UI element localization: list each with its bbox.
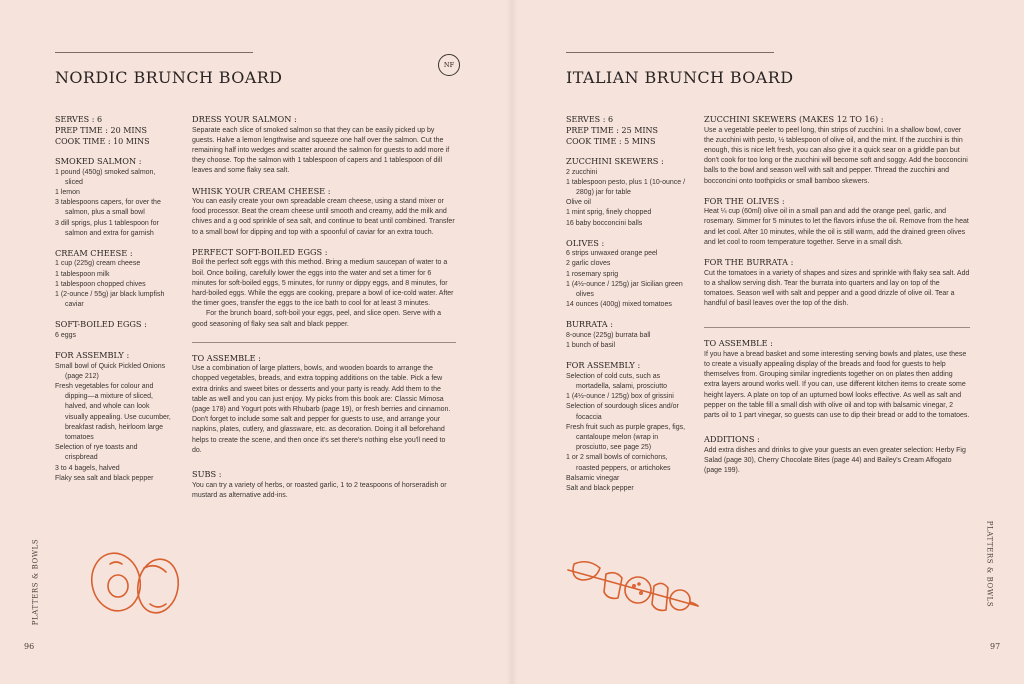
side-label: PLATTERS & BOWLS xyxy=(985,520,994,608)
right-page xyxy=(512,0,1024,684)
list-item: Fresh vegetables for colour and dipping—a mixture of sliced, halved, and whole can look visually appealing. Use cucumber, breakfast radish, heirloom large tomatoes xyxy=(55,383,171,442)
zucchini-heading: ZUCCHINI SKEWERS : xyxy=(566,156,664,166)
method-column xyxy=(192,114,456,501)
list-item: 3 dill sprigs, plus 1 tablespoon for salmon and extra for garnish xyxy=(55,219,159,237)
method-column xyxy=(704,114,970,476)
olives-heading: OLIVES : xyxy=(566,237,605,248)
list-item: 1 tablespoon chopped chives xyxy=(55,280,146,288)
list-item: 2 garlic cloves xyxy=(566,260,611,268)
cream-cheese-heading: CREAM CHEESE : xyxy=(55,247,133,258)
list-item: 1 cup (225g) cream cheese xyxy=(55,260,141,268)
list-item: 6 strips unwaxed orange peel xyxy=(566,250,658,258)
list-item: Balsamic vinegar xyxy=(566,474,620,482)
cook-time: COOK TIME : 10 MINS xyxy=(55,137,150,146)
list-item: Small bowl of Quick Pickled Onions (page 212) xyxy=(55,362,166,380)
list-item: Selection of cold cuts, such as mortadella, salami, prosciutto xyxy=(566,372,668,391)
list-item: 1 mint sprig, finely chopped xyxy=(566,209,652,217)
serves: SERVES : 6 xyxy=(55,115,103,124)
assemble-text: Use a combination of large platters, bowls, and wooden boards to arrange the chopped vegetables, breads, and extra topping additions on the table. Pick a few extra drinks and sweet bites or desserts and your party is ready. Add them to the table as well and you can just enjoy. My picks from this book are: Classic Mimosa (page 178) and Yogurt pots with Rhubarb (page 19), or fresh berries and cinnamon. Don't forget to include some salt and pepper for guests to use, and arrange your napkins, plates, cutlery, and glassware, etc. as decoration. Doing it all beforehand helps to create the scene, and then once it's set there's nothing else you'll need to do. xyxy=(192,365,451,454)
list-item: 1 tablespoon milk xyxy=(55,270,110,278)
whisk-heading: WHISK YOUR CREAM CHEESE : xyxy=(192,185,331,196)
for-olives-heading: FOR THE OLIVES : xyxy=(704,195,785,206)
for-olives-text: Heat ¼ cup (60ml) olive oil in a small pan and add the orange peel, garlic, and rosemary. Simmer for 5 minutes to let the flavors infuse the oil. Remove from the heat and let cool. After 10 minutes, while the oil is still warm, add the drained green olives and let cool to room temperature together. Serve in a small dish. xyxy=(704,208,969,246)
soft-boiled-text: Boil the perfect soft eggs with this method. Bring a medium saucepan of water to a boil. Once boiling, carefully lower the eggs into the water and set a timer for 6 minutes for soft-boiled eggs, 5 minutes, for runny or dippy eggs, and 8 minutes, for hard-boiled eggs. While the eggs are cooking, prepare a bowl of ice-cold water. After the timer goes, transfer the eggs to the ice bath to cool for at least 3 minutes. xyxy=(192,259,454,308)
list-item: 1 pound (450g) smoked salmon, sliced xyxy=(55,168,156,186)
list-item: 1 (4½-ounce / 125g) box of grissini xyxy=(566,393,674,401)
eggs-heading: SOFT-BOILED EGGS : xyxy=(55,319,147,330)
page-title: ITALIAN BRUNCH BOARD xyxy=(566,68,794,87)
prep-time: PREP TIME : 20 MINS xyxy=(55,126,148,135)
dress-salmon-text: Separate each slice of smoked salmon so that they can be easily picked up by guests. Halve a lemon lengthwise and squeeze one half over the salmon. Cut the remaining half into wedges and scatter around the salmon for guests to add more if they choose. Top the salmon with 1 tablespoon of capers and 1 tablespoon of dill leaves and some flaky sea salt. xyxy=(192,126,450,175)
dress-salmon-heading: DRESS YOUR SALMON : xyxy=(192,114,297,124)
subs-text: You can try a variety of herbs, or roasted garlic, 1 to 2 teaspoons of horseradish or mustard as alternative add-ins. xyxy=(192,481,447,499)
assembly-heading: FOR ASSEMBLY : xyxy=(55,350,130,361)
list-item: Olive oil xyxy=(566,199,591,207)
list-item: 2 zucchini xyxy=(566,168,598,176)
section-divider xyxy=(704,327,970,328)
page-number: 96 xyxy=(24,642,35,651)
ingredients-column xyxy=(55,114,172,484)
skewer-illustration xyxy=(566,556,702,620)
list-item: 1 lemon xyxy=(55,188,80,196)
list-item: 14 ounces (400g) mixed tomatoes xyxy=(566,301,672,309)
page-number: 97 xyxy=(990,642,1001,651)
subs-heading: SUBS : xyxy=(192,469,222,480)
nut-free-badge: NF xyxy=(438,54,460,76)
list-item: Flaky sea salt and black pepper xyxy=(55,474,154,482)
additions-heading: ADDITIONS : xyxy=(704,434,760,445)
whisk-text: You can easily create your own spreadable cream cheese, using a stand mixer or food processor. Beat the cream cheese until smooth and creamy, add the milk and chives and a g ood sprinkle of sea salt, and continue to beat until combined. Transfer to a small bowl for dipping and top with a spoonful of caviar for an extra touch. xyxy=(192,198,455,236)
additions-text: Add extra dishes and drinks to give your guests an even greater selection: Herby Fig Salad (page 30), Cherry Chocolate Bites (page 44) and Bailey's Cream Affogato (page 199). xyxy=(704,446,966,475)
list-item: 16 baby bocconcini balls xyxy=(566,219,643,227)
list-item: 6 eggs xyxy=(55,331,77,339)
burrata-heading: BURRATA : xyxy=(566,319,613,330)
page-title: NORDIC BRUNCH BOARD xyxy=(55,68,283,87)
serves: SERVES : 6 xyxy=(566,115,614,124)
egg-illustration xyxy=(88,546,188,624)
soft-boiled-text-2: For the brunch board, soft-boil your eggs, peel, and slice open. Serve with a good seasoning of flaky sea salt and black pepper. xyxy=(192,310,442,328)
list-item: 1 rosemary sprig xyxy=(566,270,619,278)
for-burrata-text: Cut the tomatoes in a variety of shapes and sizes and sprinkle with flaky sea salt. Add to a shallow serving dish. Tear the burrata into quarters and lay on top of the tomatoes. Season well with salt and pepper and a good drizzle of olive oil. Tear a handful of basil leaves over the top of the dish. xyxy=(704,269,970,308)
cook-time: COOK TIME : 5 MINS xyxy=(566,137,656,146)
list-item: Selection of rye toasts and crispbread xyxy=(55,444,138,462)
assemble-heading: TO ASSEMBLE : xyxy=(704,338,773,349)
salmon-heading: SMOKED SALMON : xyxy=(55,156,142,166)
ingredients-column xyxy=(566,114,686,494)
title-rule xyxy=(566,52,774,53)
list-item: 1 or 2 small bowls of cornichons, roasted peppers, or artichokes xyxy=(566,454,671,472)
list-item: Salt and black pepper xyxy=(566,485,634,493)
list-item: 1 tablespoon pesto, plus 1 (10-ounce / 280g) jar for table xyxy=(566,178,686,196)
soft-boiled-heading: PERFECT SOFT-BOILED EGGS : xyxy=(192,246,328,257)
list-item: Selection of sourdough slices and/or focaccia xyxy=(566,403,679,421)
list-item: Fresh fruit such as purple grapes, figs, cantaloupe melon (wrap in prosciutto, see page 25) xyxy=(566,423,686,452)
title-rule xyxy=(55,52,253,53)
for-burrata-heading: FOR THE BURRATA : xyxy=(704,257,794,268)
zucchini-skewers-text: Use a vegetable peeler to peel long, thin strips of zucchini. In a shallow bowl, cover the zucchini with pesto, ½ tablespoon of olive oil, and the mint. If the zucchini is thin enough, this is nice left fresh, you can also give it a quick sear on a griddle pan but don't cook for too long or the zucchini will become soft and soggy. Add the bocconcini balls to the bowl and season well with salt and pepper. Thread the zucchini and bocconcini onto toothpicks or small bamboo skewers. xyxy=(704,126,968,185)
zucchini-skewers-heading: ZUCCHINI SKEWERS (MAKES 12 TO 16) : xyxy=(704,114,884,124)
list-item: 8-ounce (225g) burrata ball xyxy=(566,331,651,339)
assembly-heading: FOR ASSEMBLY : xyxy=(566,360,641,371)
section-divider xyxy=(192,342,456,343)
side-label: PLATTERS & BOWLS xyxy=(31,538,40,626)
list-item: 3 to 4 bagels, halved xyxy=(55,464,120,472)
list-item: 1 (4½-ounce / 125g) jar Sicilian green olives xyxy=(566,280,683,299)
list-item: 1 bunch of basil xyxy=(566,342,616,350)
assemble-text: If you have a bread basket and some interesting serving bowls and plates, use these to create a visually appealing display of the breads and food for guests to help themselves from. Grouping similar ingredients together on on plates then adding extra layers around works well. If you can, use different kitchen items to create some height layers. A plate on top of an upturned bowl looks effective. As well as salt and pepper on the table fill a small dish with olive oil and top with balsamic vinegar, 2 parts oil to 1 part vinegar, so guests can use to dip their bread or add to the tomatoes. xyxy=(704,350,970,420)
list-item: 3 tablespoons capers, for over the salmon, plus a small bowl xyxy=(55,199,161,217)
prep-time: PREP TIME : 25 MINS xyxy=(566,126,659,135)
assemble-heading: TO ASSEMBLE : xyxy=(192,352,261,363)
list-item: 1 (2-ounce / 55g) jar black lumpfish caviar xyxy=(55,291,165,309)
